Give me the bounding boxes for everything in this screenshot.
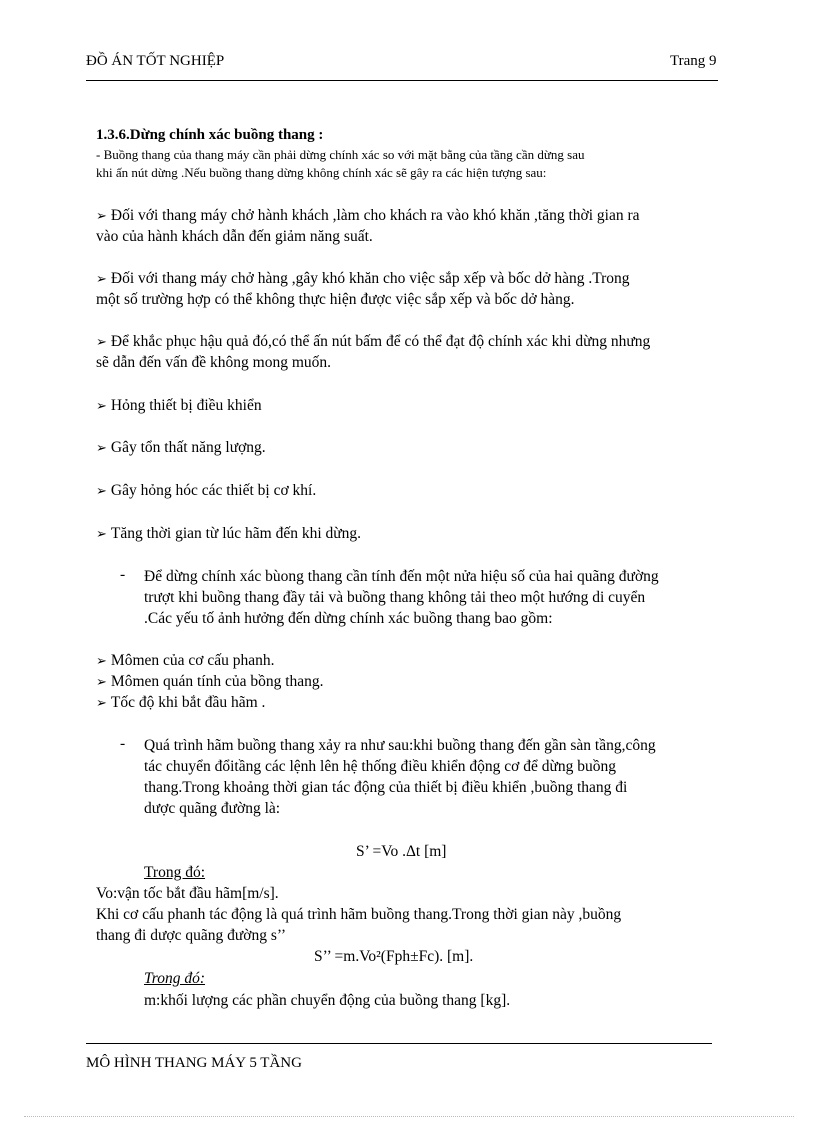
bullet-arrow-icon (96, 525, 111, 542)
formula-s-prime: S’ =Vo .Δt [m] (356, 843, 447, 860)
intro-line-1: - Buồng thang của thang máy cần phải dừng chính xác so với mặt bằng của tầng cần dừng sau (96, 147, 585, 162)
page-edge-dots (24, 1116, 794, 1117)
vo-definition: Vo:vận tốc bắt đầu hãm[m/s]. (96, 885, 279, 902)
bullet-arrow-icon (96, 482, 111, 499)
bullet-arrow-icon (96, 439, 111, 456)
dash-marker: - (120, 735, 126, 752)
where-label: Trong đó: (144, 970, 206, 987)
bullet-arrow-icon (96, 270, 111, 287)
bullet-arrow-icon (96, 397, 111, 414)
bullet-item: ➢ Tăng thời gian từ lúc hãm đến khi dừng. (96, 523, 361, 544)
intro-line-2: khi ấn nút dừng .Nếu buồng thang dừng không chính xác sẽ gây ra các hiện tượng sau: (96, 165, 547, 180)
dash1-line-2: trượt khi buồng thang đầy tải và buồng thang không tải theo một hướng di cuyển (144, 589, 646, 606)
bullet-item-cont: sẽ dẫn đến vấn đề không mong muốn. (96, 354, 332, 371)
where-label: Trong đó: (144, 864, 206, 881)
bullet-item: ➢ Tốc độ khi bắt đầu hãm . (96, 692, 265, 713)
header-title: ĐỒ ÁN TỐT NGHIỆP (86, 53, 225, 69)
dash1-line-3: .Các yếu tố ảnh hưởng đến dừng chính xác buồng thang bao gồm: (144, 610, 553, 627)
bullet-arrow-icon (96, 694, 111, 711)
bullet-item: ➢ Mômen của cơ cấu phanh. (96, 650, 274, 671)
bullet-arrow-icon (96, 333, 111, 350)
page-number: Trang 9 (670, 53, 717, 69)
bullet-item: ➢ Để khắc phục hậu quả đó,có thể ấn nút bấm để có thể đạt độ chính xác khi dừng nhưng (96, 331, 650, 352)
dash2-line-1: Quá trình hãm buồng thang xảy ra như sau:khi buồng thang đến gần sàn tầng,công (144, 737, 656, 754)
header-rule (86, 80, 718, 81)
bullet-item: ➢ Đối với thang máy chở hàng ,gây khó khăn cho việc sắp xếp và bốc dở hàng .Trong (96, 268, 630, 289)
dash1-line-1: Để dừng chính xác bùong thang cần tính đến một nửa hiệu số của hai quãng đường (144, 568, 659, 585)
dash2-line-3: thang.Trong khoảng thời gian tác động của thiết bị điều khiển ,buồng thang đi (144, 779, 628, 796)
dash2-line-2: tác chuyển đổitầng các lệnh lên hệ thống điều khiển động cơ để dừng buồng (144, 758, 616, 775)
dash-marker: - (120, 566, 126, 583)
bullet-item-cont: một số trường hợp có thể không thực hiện được việc sắp xếp và bốc dở hàng. (96, 291, 575, 308)
bullet-item: ➢ Gây tổn thất năng lượng. (96, 437, 266, 458)
section-heading: 1.3.6.Dừng chính xác buồng thang : (96, 127, 324, 143)
formula-s-double-prime: S’’ =m.Vo²(Fph±Fc). [m]. (314, 948, 474, 965)
bullet-item-cont: vào của hành khách dẫn đến giảm năng suất. (96, 228, 373, 245)
footer-title: MÔ HÌNH THANG MÁY 5 TẦNG (86, 1055, 302, 1071)
bullet-arrow-icon (96, 673, 111, 690)
para2-line-2: thang đi dược quãng đường s’’ (96, 927, 287, 944)
bullet-arrow-icon (96, 207, 111, 224)
bullet-item: ➢ Gây hỏng hóc các thiết bị cơ khí. (96, 480, 316, 501)
m-definition: m:khối lượng các phần chuyển động của buồng thang [kg]. (144, 992, 511, 1009)
footer-rule (86, 1043, 712, 1044)
bullet-item: ➢ Đối với thang máy chở hành khách ,làm cho khách ra vào khó khăn ,tăng thời gian ra (96, 205, 640, 226)
dash2-line-4: dược quãng đường là: (144, 800, 281, 817)
bullet-arrow-icon (96, 652, 111, 669)
bullet-item: ➢ Hỏng thiết bị điều khiển (96, 395, 262, 416)
para2-line-1: Khi cơ cấu phanh tác động là quá trình hãm buồng thang.Trong thời gian này ,buồng (96, 906, 622, 923)
bullet-item: ➢ Mômen quán tính của bồng thang. (96, 671, 324, 692)
